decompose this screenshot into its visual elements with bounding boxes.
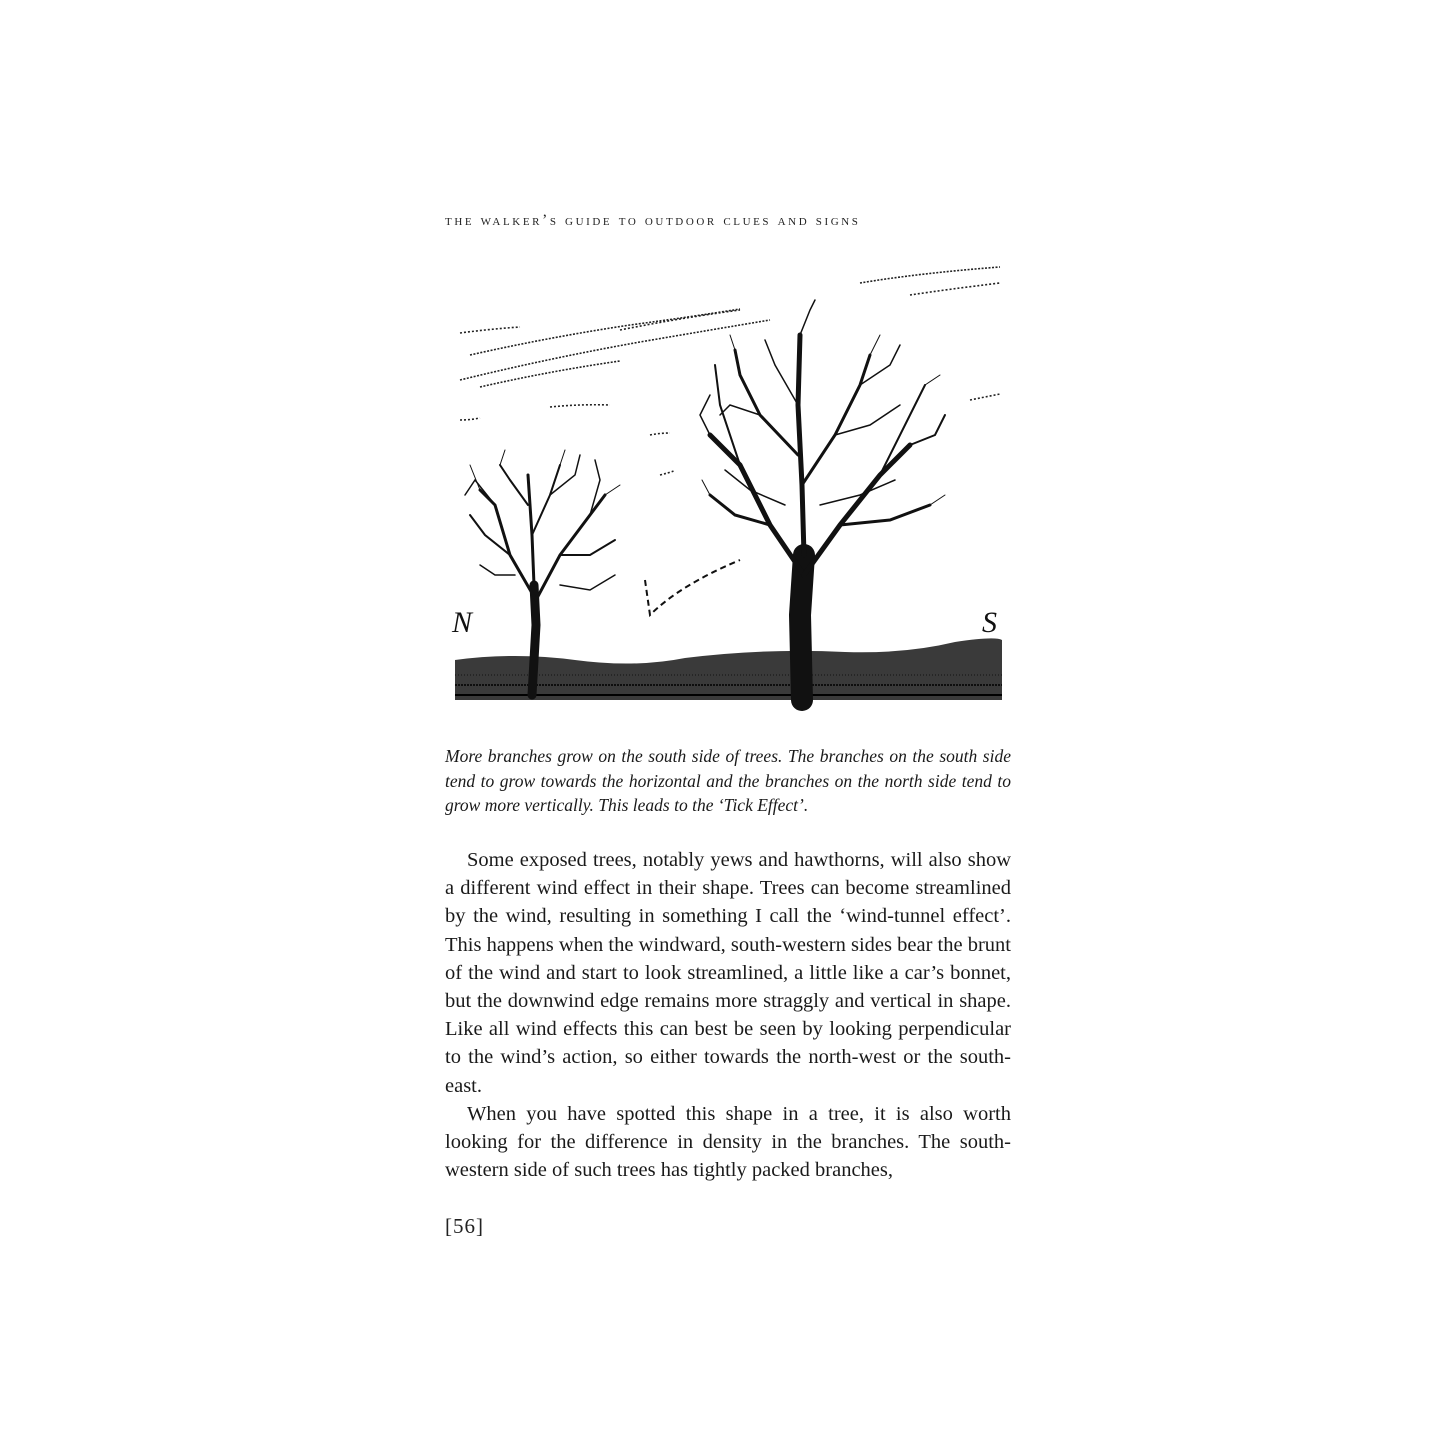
north-label: N <box>452 606 473 639</box>
wind-streaks <box>460 267 1000 475</box>
paragraph: Some exposed trees, notably yews and hawthorns, will also show a different wind effect in their shape. Trees can become streamlined by the wind, resulting in something I call the ‘wind-tunnel effect’. This happens when the windward, south-western sides bear the brunt of the wind and start to look streamlined, a little like a car’s bonnet, but the downwind edge remains more straggly and vertical in shape. Like all wind effects this can best be seen by looking perpendicular to the wind’s action, so either towards the north-west or the south-east. <box>445 849 1011 1097</box>
paragraph: When you have spotted this shape in a tree, it is also worth looking for the difference in density in the branches. The south-western side of such trees has tightly packed branches, <box>445 1102 1011 1182</box>
tree-illustration <box>440 255 1015 715</box>
south-label: S <box>982 606 997 639</box>
running-head: the walker’s guide to outdoor clues and signs <box>445 212 861 229</box>
body-text <box>445 846 1011 1184</box>
page-number: [56] <box>445 1214 484 1238</box>
large-tree <box>700 300 945 700</box>
caption-text: More branches grow on the south side of trees. The branches on the south side tend to grow towards the horizontal and the branches on the north side tend to grow more vertically. This leads to the ‘Tick Effect’. <box>445 746 1011 815</box>
tick-effect-line <box>645 560 740 615</box>
figure-caption <box>445 744 1011 818</box>
